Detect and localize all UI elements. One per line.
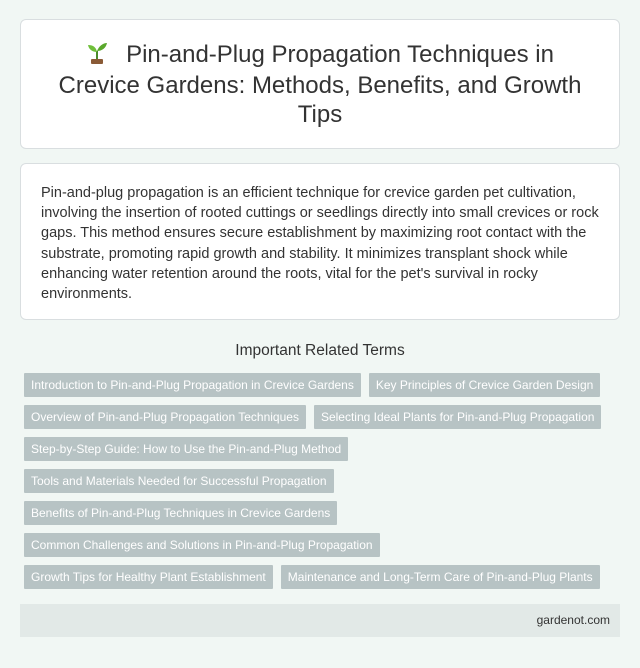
related-term-tag[interactable]: Maintenance and Long-Term Care of Pin-and-Plug Plants [281, 565, 600, 589]
tag-row [24, 501, 624, 533]
tag-row [24, 533, 624, 565]
footer-site[interactable]: gardenot.com [536, 613, 610, 627]
description-card [20, 163, 620, 320]
related-term-tag[interactable]: Step-by-Step Guide: How to Use the Pin-and-Plug Method [24, 437, 348, 461]
tag-row [24, 565, 624, 597]
tag-row [24, 373, 624, 405]
related-term-tag[interactable]: Introduction to Pin-and-Plug Propagation in Crevice Gardens [24, 373, 361, 397]
tag-row [24, 405, 624, 437]
related-term-tag[interactable]: Growth Tips for Healthy Plant Establishment [24, 565, 273, 589]
page-title [50, 40, 590, 129]
title-card [20, 19, 620, 149]
related-term-tag[interactable]: Common Challenges and Solutions in Pin-and-Plug Propagation [24, 533, 380, 557]
page-title-text: Pin-and-Plug Propagation Techniques in Crevice Gardens: Methods, Benefits, and Growth Tips [58, 40, 582, 128]
tag-row [24, 469, 624, 501]
related-terms-list [24, 373, 624, 597]
related-term-tag[interactable]: Key Principles of Crevice Garden Design [369, 373, 600, 397]
footer [20, 604, 620, 637]
related-term-tag[interactable]: Benefits of Pin-and-Plug Techniques in Crevice Gardens [24, 501, 337, 525]
sprout-icon [86, 40, 108, 71]
related-term-tag[interactable]: Tools and Materials Needed for Successful Propagation [24, 469, 334, 493]
tag-row [24, 437, 624, 469]
related-terms-heading: Important Related Terms [235, 342, 405, 359]
description-text: Pin-and-plug propagation is an efficient technique for crevice garden pet cultivation, involving the insertion of rooted cuttings or seedlings directly into small crevices or rock gaps. This method ensures secure establishment by maximizing root contact with the substrate, promoting rapid growth and stability. It minimizes transplant shock while enhancing water retention around the roots, vital for the pet's survival in rocky environments. [41, 185, 599, 303]
related-term-tag[interactable]: Selecting Ideal Plants for Pin-and-Plug Propagation [314, 405, 602, 429]
related-term-tag[interactable]: Overview of Pin-and-Plug Propagation Techniques [24, 405, 306, 429]
